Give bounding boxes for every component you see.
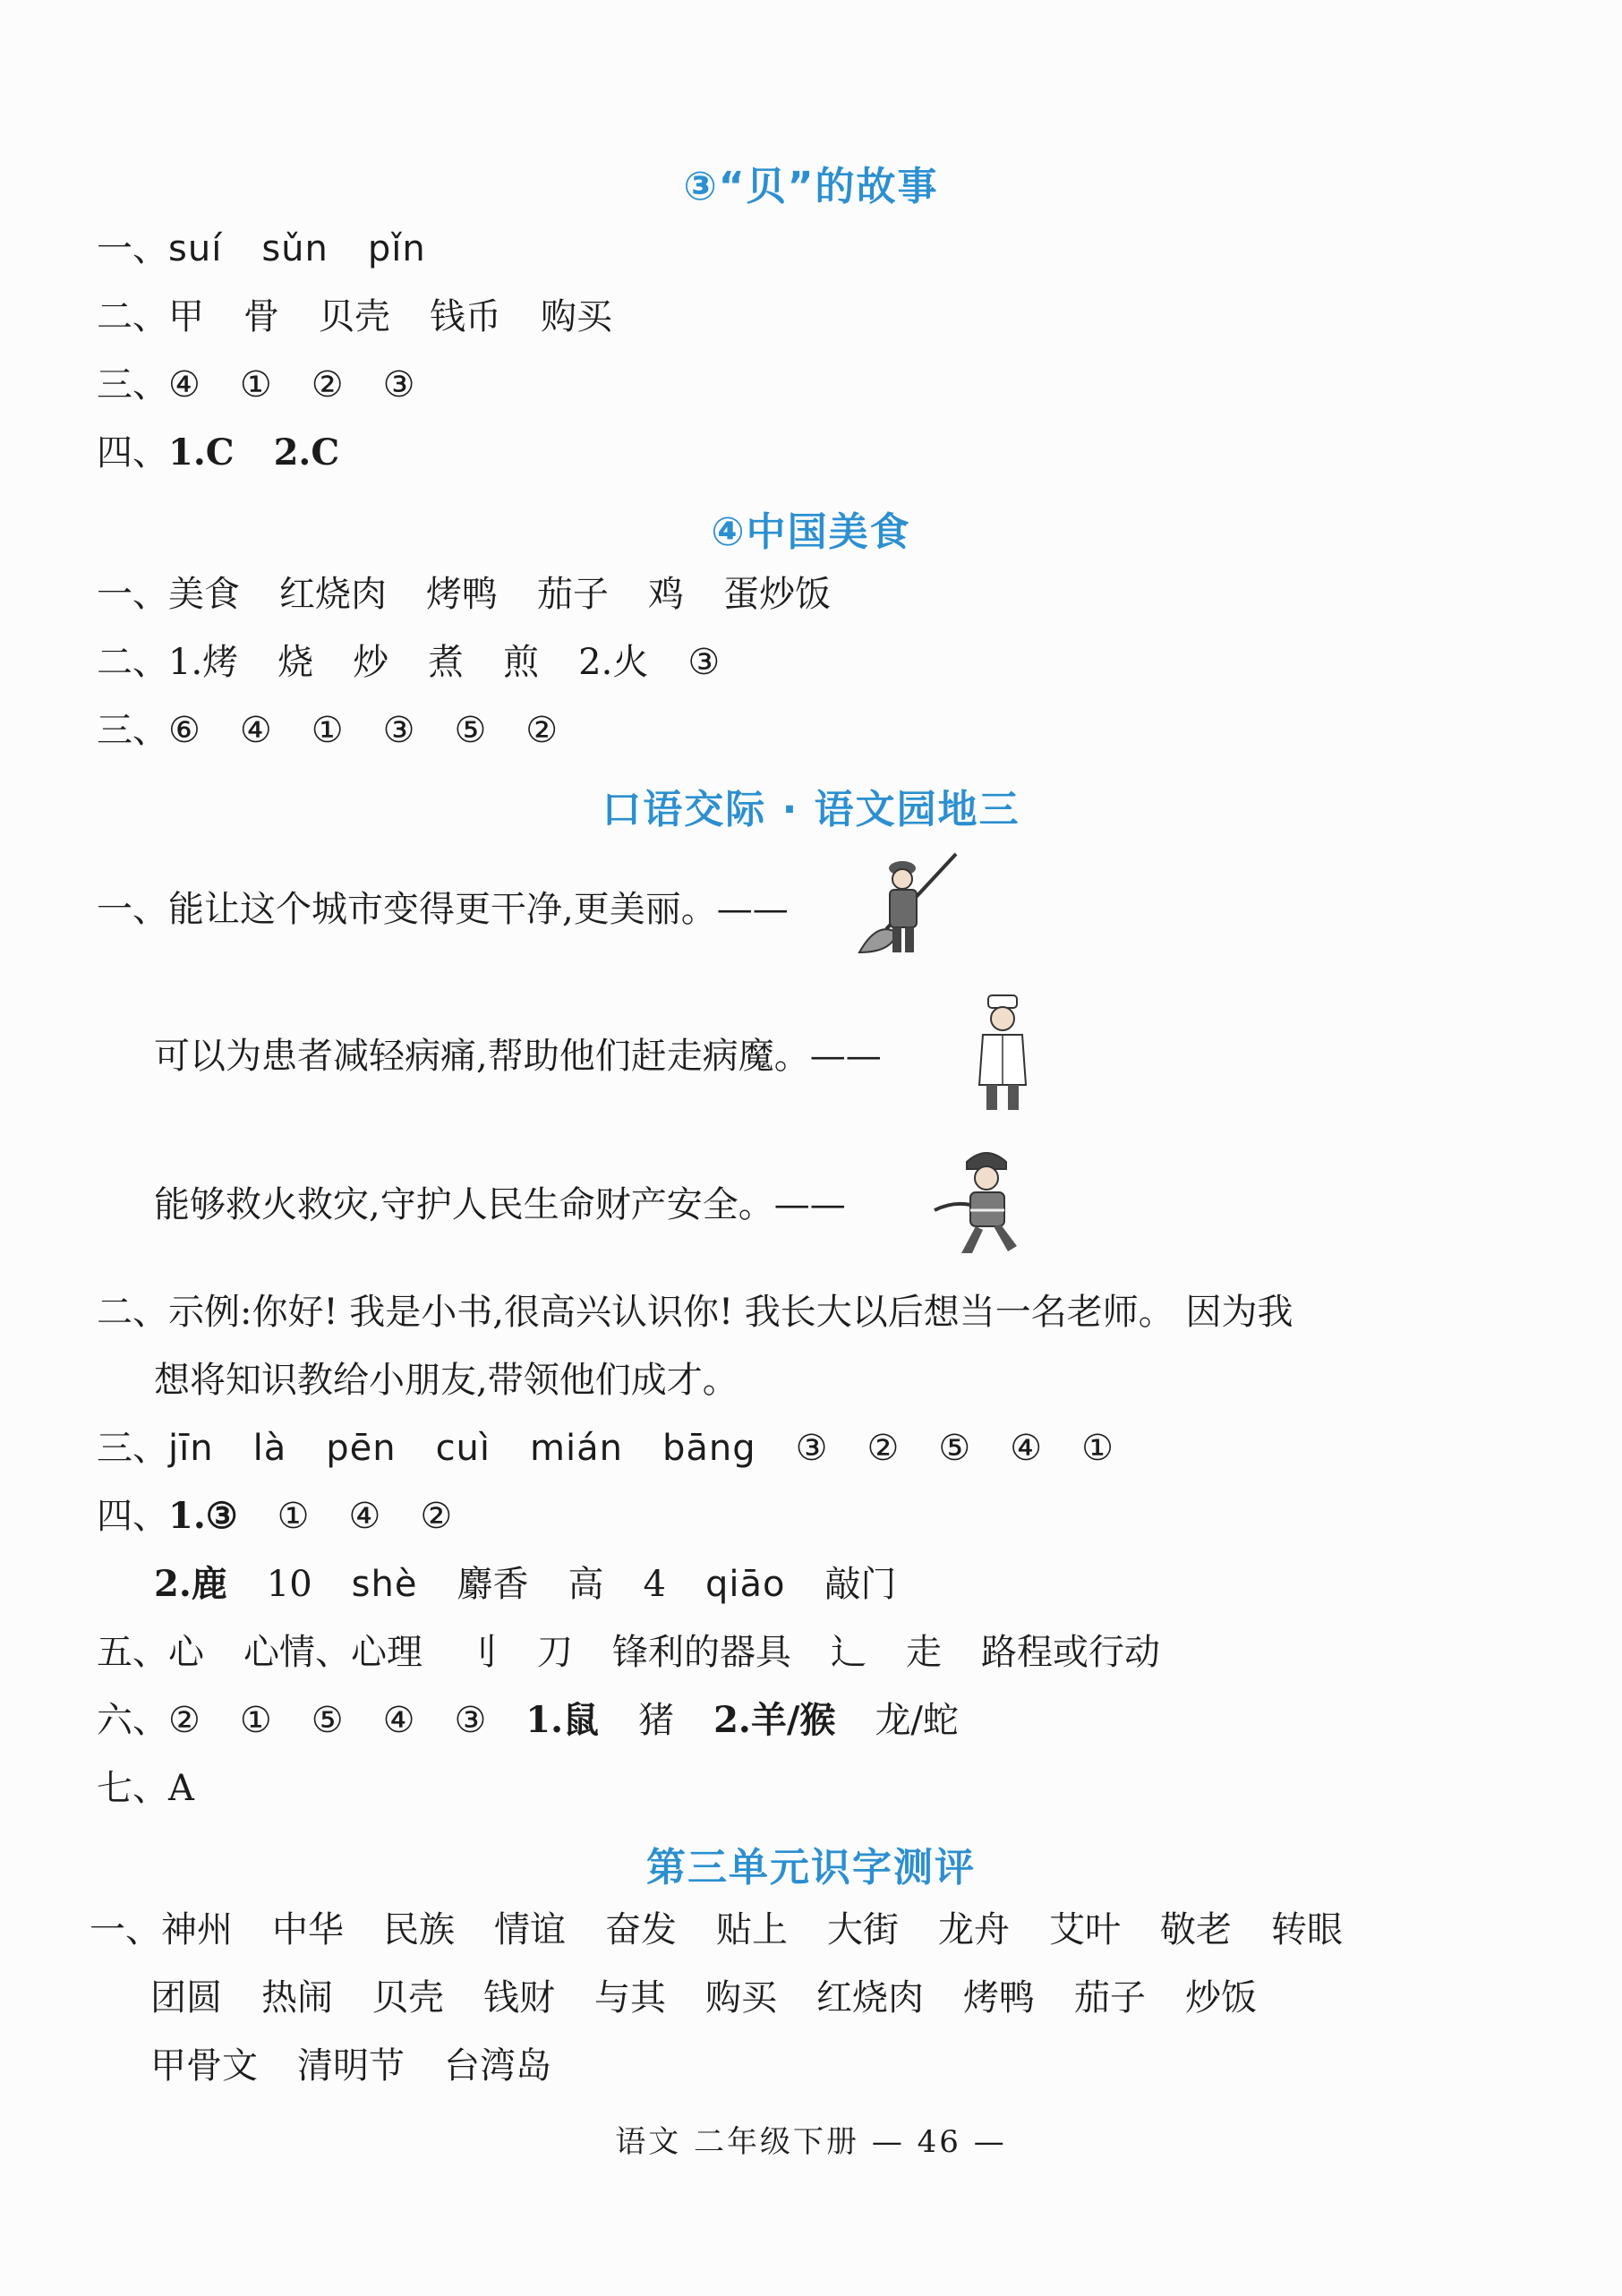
answer-line: 一、美食 红烧肉 烤鸭 茄子 鸡 蛋炒饭 bbox=[97, 574, 831, 615]
answer-line: 四、1.③ ① ④ ② bbox=[97, 1495, 453, 1537]
answer-line: 三、⑥ ④ ① ③ ⑤ ② bbox=[97, 710, 559, 751]
answer-line: 可以为患者减轻病痛,帮助他们赶走病魔。—— bbox=[154, 1036, 882, 1077]
answer-line: 二、1.烤 烧 炒 煮 煎 2.火 ③ bbox=[97, 642, 721, 683]
section-title: ④中国美食 bbox=[711, 509, 911, 555]
doctor-icon bbox=[958, 992, 1047, 1117]
answer-line: 四、1.C 2.C bbox=[97, 431, 340, 474]
answer-line: 甲骨文 清明节 台湾岛 bbox=[150, 2045, 551, 2087]
answer-line: 一、suí sǔn pǐn bbox=[97, 228, 426, 269]
answer-line: 一、能让这个城市变得更干净,更美丽。—— bbox=[97, 889, 789, 930]
answer-line: 三、jīn là pēn cuì mián bāng ③ ② ⑤ ④ ① bbox=[97, 1428, 1114, 1469]
answer-line: 二、甲 骨 贝壳 钱币 购买 bbox=[97, 296, 612, 337]
street-sweeper-icon bbox=[850, 847, 967, 963]
answer-line: 二、示例:你好! 我是小书,很高兴认识你! 我长大以后想当一名老师。 因为我 bbox=[97, 1292, 1293, 1333]
answer-line: 2.鹿 10 shè 麝香 高 4 qiāo 敲门 bbox=[154, 1563, 897, 1605]
section-title: 口语交际 · 语文园地三 bbox=[602, 787, 1020, 832]
answer-line: 六、② ① ⑤ ④ ③ 1.鼠 猪 2.羊/猴 龙/蛇 bbox=[97, 1699, 959, 1741]
firefighter-icon bbox=[931, 1144, 1038, 1260]
section-title: 第三单元识字测评 bbox=[646, 1845, 976, 1891]
answer-line: 团圆 热闹 贝壳 钱财 与其 购买 红烧肉 烤鸭 茄子 炒饭 bbox=[150, 1977, 1257, 2019]
answer-line: 想将知识教给小朋友,带领他们成才。 bbox=[154, 1360, 738, 1401]
answer-line: 五、心 心情、心理 刂 刀 锋利的器具 辶 走 路程或行动 bbox=[97, 1632, 1160, 1673]
answer-line: 七、A bbox=[97, 1768, 194, 1809]
section-title: ③“贝”的故事 bbox=[683, 164, 939, 209]
page-footer: 语文 二年级下册 — 46 — bbox=[615, 2124, 1007, 2160]
answer-line: 能够救火救灾,守护人民生命财产安全。—— bbox=[154, 1184, 846, 1225]
answer-line: 一、神州 中华 民族 情谊 奋发 贴上 大街 龙舟 艾叶 敬老 转眼 bbox=[90, 1909, 1343, 1950]
answer-line: 三、④ ① ② ③ bbox=[97, 364, 415, 405]
